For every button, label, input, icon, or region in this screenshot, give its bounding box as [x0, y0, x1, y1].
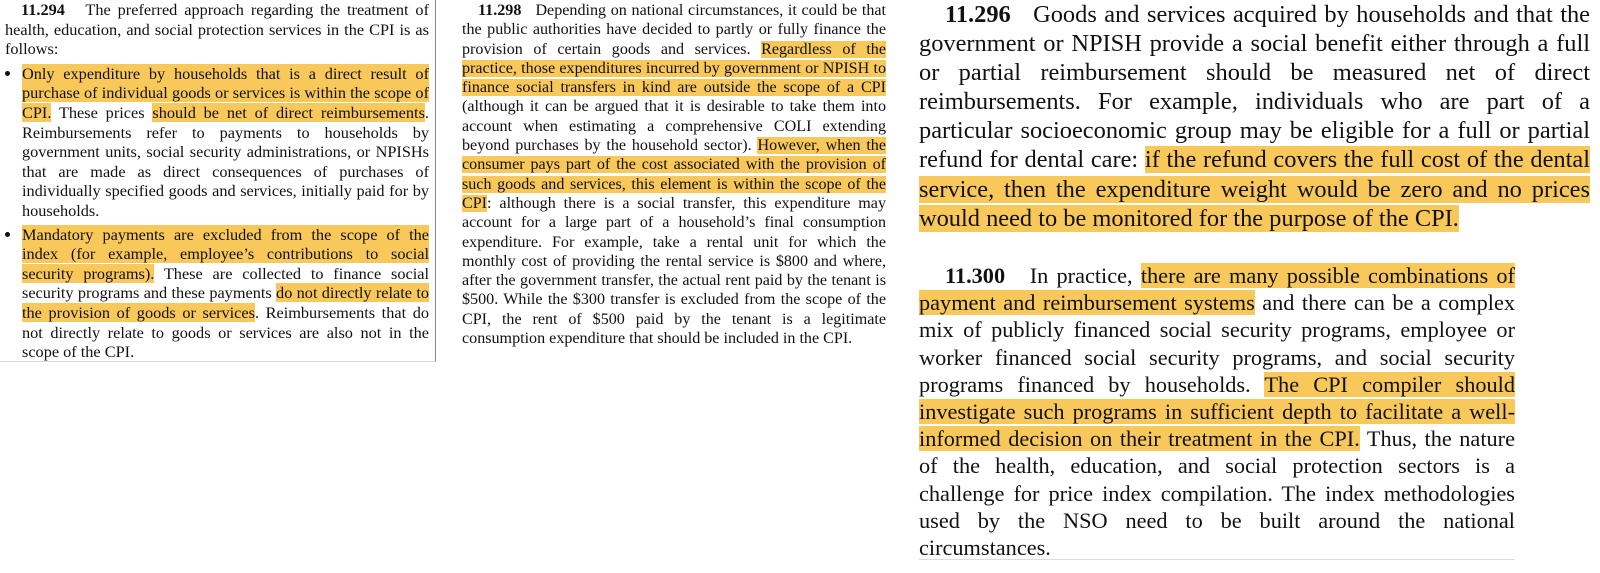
excerpt-11-294 — [0, 0, 436, 362]
excerpt-11-296 — [919, 0, 1600, 262]
paragraph-number: 11.296 — [945, 1, 1011, 28]
paragraph-11-300 — [919, 262, 1515, 561]
body-text: Goods and services acquired by households and that the government or NPISH provide a social benefit either through a full or partial reimbursement should be measured net of direct reimbursements. For example, individuals who are part of a particular socioeconomic group may be eligible for a full or partial refund for dental care: — [919, 1, 1590, 174]
paragraph-11-296 — [919, 0, 1590, 233]
paragraph-number: 11.294 — [21, 0, 65, 19]
body-text: (although it can be argued that it is desirable to take them into account when estimating a comprehensive COLI extending beyond purchases by the household sector). — [462, 98, 886, 155]
paragraph-number: 11.300 — [945, 263, 1006, 288]
body-text: . Reimbursements that do not directly relate to goods or services are also not in the scope of the CPI. — [22, 302, 429, 362]
excerpt-11-300 — [919, 262, 1515, 560]
highlighted-text: there are many possible combinations of payment and reimbursement systems — [919, 263, 1515, 316]
highlighted-text: However, when the consumer pays part of the cost associated with the provision of such goods and services, this element is within the scope of the CPI — [462, 137, 886, 212]
body-text: Thus, the nature of the health, education, and social protection sectors is a challenge for price index compilation. The index methodologies used by the NSO need to be built around the national circumstances. — [919, 426, 1515, 561]
highlighted-text: do not directly relate to the provision of goods or services — [22, 283, 429, 322]
body-text: : although there is a social transfer, this expenditure may account for a large part of a household’s final consumption expenditure. For example, take a rental unit for which the monthly cost of providing the rental service is $800 and where, after the government transfer, the actual rent paid by the tenant is $500. While the $300 transfer is excluded from the scope of the CPI, the rent of $500 paid by the tenant is a legitimate consumption expenditure that should be included in the CPI. — [462, 194, 886, 348]
body-text: . Reimbursements refer to payments to households by government units, social security administrations, or NPISHs that are made as direct consequences of purchases of individually specified goods and services, initially paid for by households. — [22, 102, 429, 220]
body-text: Depending on national circumstances, it could be that the public authorities have decided to partly or fully finance the provision of certain goods and services. — [462, 2, 886, 58]
bullet-item — [22, 64, 429, 221]
paragraph-11-294-intro — [5, 0, 429, 59]
paragraph-number: 11.298 — [478, 2, 522, 19]
highlighted-text: should be net of direct reimbursements — [152, 102, 425, 122]
bullet-item — [22, 225, 429, 362]
body-text: In practice, — [1029, 263, 1141, 288]
body-text: and there can be a complex mix of publicly financed social security programs, employee or worker financed social security programs, and social security programs financed by households. — [919, 290, 1516, 397]
excerpt-11-298 — [462, 0, 886, 373]
highlighted-text: if the refund covers the full cost of the dental service, then the expenditure weight would be zero and no prices would need to be monitored for the purpose of the CPI. — [919, 146, 1590, 232]
highlighted-text: Regardless of the practice, those expenditures incurred by government or NPISH to finance social transfers in kind are outside the scope of a CPI — [462, 40, 887, 97]
intro-text: The preferred approach regarding the treatment of health, education, and social protection services in the CPI is as follows: — [5, 0, 429, 59]
body-text: These are collected to finance social security programs and these payments — [22, 263, 429, 303]
paragraph-11-298 — [462, 1, 886, 348]
highlighted-text: The CPI compiler should investigate such programs in sufficient depth to facilitate a well-informed decision on their treatment in the CPI. — [919, 371, 1515, 452]
highlighted-text: Only expenditure by households that is a direct result of purchase of individual goods or services is within the scope of CPI. — [22, 63, 429, 122]
bullet-list — [5, 64, 429, 362]
highlighted-text: Mandatory payments are excluded from the scope of the index (for example, employee’s contributions to social security programs). — [22, 224, 429, 283]
body-text: These prices — [51, 102, 153, 122]
